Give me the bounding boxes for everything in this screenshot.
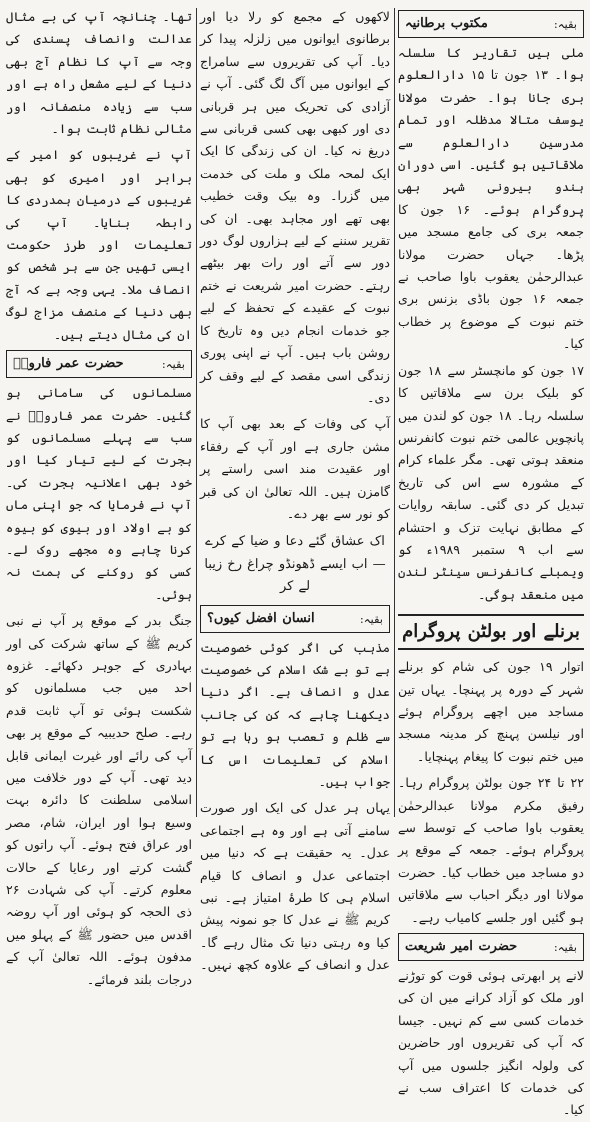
article-paragraph: تھا۔ چنانچہ آپ کی بے مثال عدالت وانصاف پسندی کی وجہ سے آپ کا نظام آج بھی دنیا کے لیے مشعل راہ ہے اور سب سے زیادہ منصفانہ اور مثالی نظام ثابت ہوا۔ xyxy=(6,9,192,137)
article-heading-box xyxy=(6,350,192,378)
column-divider xyxy=(394,8,395,817)
middle-column xyxy=(200,6,390,973)
article-paragraph: مسلمانوں کی سامانی ہو گئیں۔ حضرت عمر فاروقؓ نے سب سے پہلے مسلمانوں کو ہجرت کے لیے تیار کیا اور خود بھی اعلانیہ ہجرت کی۔ آپ نے فرمایا کہ جو اپنی ماں کو بے اولاد اور بیوی کو بیوہ کرنا چاہے وہ مجھے روک لے۔ کسی کو روکنے کی ہمت نہ ہوئی۔ xyxy=(6,385,192,602)
article-title: حضرت امیر شریعت xyxy=(405,939,518,955)
article-heading-box xyxy=(398,933,584,961)
column-divider xyxy=(196,8,197,817)
article-paragraph: ۲۲ تا ۲۴ جون بولٹن پروگرام رہا۔ رفیق مکرم مولانا عبدالرحمٰن یعقوب باوا صاحب کے توسط سے پروگرام ہوئے۔ جمعہ کے موقع پر دو مساجد میں خطاب کیا۔ حضرت مولانا اور دیگر احباب سے ملاقاتیں ہو گئیں اور جلسے کامیاب رہے۔ xyxy=(398,775,584,925)
section-headline: برنلے اور بولٹن پروگرام xyxy=(398,614,584,650)
article-paragraph: لانے پر ابھرتی ہوئی قوت کو توڑنے اور ملک کو آزاد کرانے میں ان کی خدمات کسی سے کم نہیں۔ جیسا کہ آپ کی تقریروں اور حاضرین کی ولولہ انگیز جلسوں میں آپ کی خدمات کا اعتراف سب نے کیا۔ xyxy=(398,968,584,1118)
article-paragraph: ملی ہیں تقاریر کا سلسلہ ہوا۔ ۱۳ جون تا ۱۵ دارالعلوم بری جانا ہوا۔ حضرت مولانا یوسف متالا مدظلہ اور تمام مدرسین دارالعلوم سے ملاقاتیں ہو گئیں۔ اسی دوران ہندو بیرونی شہر بھی پروگرام ہوئے۔ ۱۶ جون کا جمعہ بری کی جامع مسجد میں پڑھا۔ جہاں حضرت مولانا عبدالرحمٰن یعقوب باوا صاحب نے جمعہ ۱۶ جون باڈی بزنس بری ختم نبوت کے موضوع پر خطاب کیا۔ xyxy=(398,45,585,352)
article-paragraph: جنگ بدر کے موقع پر آپ نے نبی کریم ﷺ کے ساتھ شرکت کی اور بہادری کے جوہر دکھائے۔ غزوہ احد میں جب مسلمانوں کو شکست ہوئی تو آپ ثابت قدم رہے۔ صلح حدیبیہ کے موقع پر بھی آپ کی رائے اور غیرت ایمانی قابل دید تھی۔ آپ کے دور خلافت میں اسلامی سلطنت کا دائرہ بہت وسیع ہوا اور ایران، شام، مصر اور عراق فتح ہوئے۔ آپ راتوں کو گشت کرتے اور رعایا کے حالات معلوم کرتے۔ آپ کی شہادت ۲۶ ذی الحجہ کو ہوئی اور آپ روضہ اقدس میں حضور ﷺ کے پہلو میں مدفون ہوئے۔ اللہ تعالیٰ آپ کے درجات بلند فرمائے۔ xyxy=(6,613,192,987)
article-paragraph: مذہب کی اگر کوئی خصوصیت ہے تو بے شک اسلام کی خصوصیت عدل و انصاف ہے۔ اگر دنیا دیکھنا چاہے کہ کن کی جانب سے ظلم و تعصب ہو رہا ہے تو اسلام کی تعلیمات اس کا جواب ہیں۔ xyxy=(200,639,390,789)
article-paragraph: آپ نے غریبوں کو امیر کے برابر اور امیری کو بھی غریبوں کے درمیان ہمدردی کا رابطہ بنایا۔ آپ کی تعلیمات اور طرز حکومت ایسی تھیں جن سے ہر شخص کو انصاف ملا۔ یہی وجہ ہے کہ آج بھی دنیا کے منصف مزاج لوگ ان کی مثال دیتے ہیں۔ xyxy=(6,147,192,342)
article-heading-box xyxy=(398,10,584,38)
article-paragraph: اتوار ۱۹ جون کی شام کو برنلے شہر کے دورہ پر پہنچا۔ یہاں تین مساجد میں اچھے پروگرام ہوئے اور نیلسن پہنچ کر مدینہ مسجد میں ختم نبوت کا پیغام پہنچایا۔ xyxy=(398,659,584,764)
article-heading-box xyxy=(200,605,390,633)
continued-tag: بقیہ: xyxy=(553,17,577,31)
left-column xyxy=(6,6,192,987)
article-paragraph: ۱۷ جون کو مانچسٹر سے ۱۸ جون کو بلیک برن سے ملاقاتیں کا سلسلہ رہا۔ ۱۸ جون کو لندن میں پانچویں عالمی ختم نبوت کانفرنس منعقد ہوتی تھی۔ مگر علماء کرام کے مشورہ سے اس کی تاریخ تبدیل کر دی گئی۔ سابقہ روایات کے مطابق نہایت تزک و احتشام سے اب ۹ ستمبر ۱۹۸۹ء کو ویمبلے کانفرنس سینٹر لندن میں منعقد ہوگی۔ xyxy=(398,362,584,602)
article-paragraph: آپ کی وفات کے بعد بھی آپ کا مشن جاری ہے اور آپ کے رفقاء اور عقیدت مند اسی راستے پر گامزن ہیں۔ اللہ تعالیٰ ان کی قبر کو نور سے بھر دے۔ xyxy=(200,416,390,521)
poetry-couplet: اک عشاق گئے دعا و ضیا کے کرے — اب ایسے ڈھونڈو چراغ رخ زیبا لے کر xyxy=(204,534,386,595)
article-title: مکتوب برطانیہ xyxy=(405,16,488,31)
continued-tag: بقیہ: xyxy=(359,611,383,626)
continued-tag: بقیہ: xyxy=(553,940,577,955)
article-title: حضرت عمر فاروقؓ xyxy=(13,356,124,372)
article-paragraph: لاکھوں کے مجمع کو رلا دیا اور برطانوی ایوانوں میں زلزلہ پیدا کر دیا۔ آپ کی تقریروں سے سامراج کے ایوانوں میں آگ لگ گئی۔ آپ نے آزادی کی تحریک میں ہر قربانی دی اور کبھی بھی کسی قربانی سے دریغ نہ کیا۔ ان کی زندگی کا ایک ایک لمحہ ملک و ملت کی خدمت میں گزرا۔ وہ بیک وقت خطیب بھی تھے اور مجاہد بھی۔ ان کی تقریر سننے کے لیے ہزاروں لوگ دور دور سے آتے اور رات بھر بیٹھے رہتے۔ حضرت امیر شریعت نے ختم نبوت کے عقیدے کے تحفظ کے لیے جو خدمات انجام دیں وہ تاریخ کا روشن باب ہیں۔ آپ نے اپنی پوری زندگی اسی مقصد کے لیے وقف کر دی۔ xyxy=(200,9,390,405)
article-title: انسان افضل کیوں؟ xyxy=(207,610,315,626)
continued-tag: بقیہ: xyxy=(161,357,185,372)
right-column xyxy=(398,6,585,1118)
article-paragraph: یہاں ہر عدل کی ایک اور صورت سامنے آتی ہے اور وہ ہے اجتماعی عدل۔ یہ حقیقت ہے کہ دنیا میں اجتماعی عدل و انصاف کا قیام اسلام ہی کا طرۂ امتیاز ہے۔ نبی کریم ﷺ نے عدل کا جو نمونہ پیش کیا وہ رہتی دنیا تک مثال رہے گا۔ عدل و انصاف کے علاوہ کچھ نہیں۔ xyxy=(200,800,390,973)
